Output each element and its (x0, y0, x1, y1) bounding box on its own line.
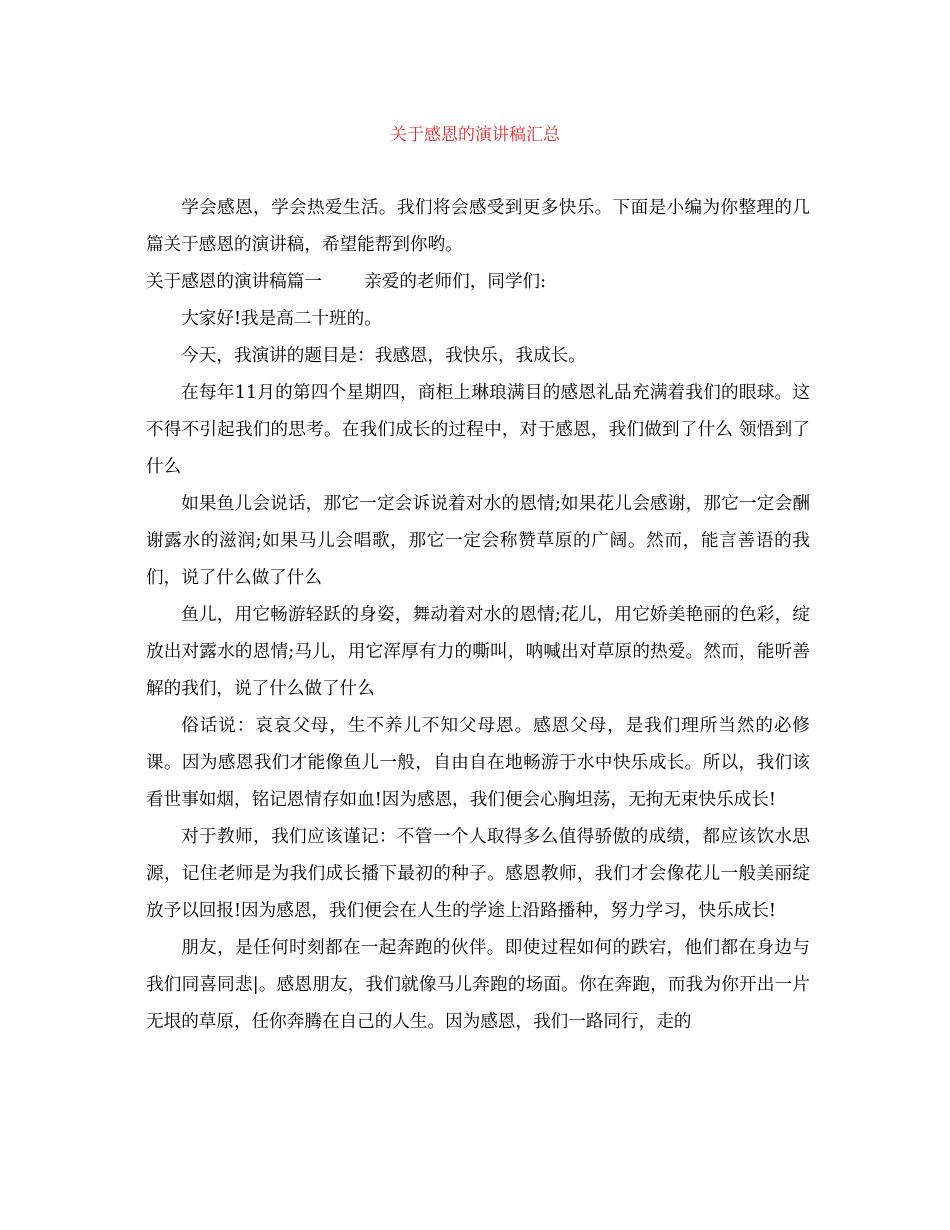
body-paragraph: 在每年11月的第四个星期四，商柜上琳琅满目的感恩礼品充满着我们的眼球。这不得不引起我们的思考。在我们成长的过程中，对于感恩，我们做到了什么 领悟到了什么 (146, 383, 810, 477)
body-paragraph: 今天，我演讲的题目是：我感恩，我快乐，我成长。 (181, 346, 586, 366)
document-body (146, 190, 810, 1041)
body-paragraph: 如果鱼儿会说话，那它一定会诉说着对水的恩情;如果花儿会感谢，那它一定会酬谢露水的滋润;如果马儿会唱歌，那它一定会称赞草原的广阔。然而，能言善语的我们，说了什么做了什么 (146, 494, 810, 588)
body-paragraph: 鱼儿，用它畅游轻跃的身姿，舞动着对水的恩情;花儿，用它娇美艳丽的色彩，绽放出对露水的恩情;马儿，用它浑厚有力的嘶叫，呐喊出对草原的热爱。然而，能听善解的我们，说了什么做了什么 (146, 605, 810, 699)
greeting: 亲爱的老师们，同学们: (364, 272, 547, 292)
intro-paragraph: 学会感恩，学会热爱生活。我们将会感受到更多快乐。下面是小编为你整理的几篇关于感恩的演讲稿，希望能帮到你哟。 (146, 198, 810, 255)
body-paragraph: 大家好!我是高二十班的。 (181, 309, 382, 329)
body-paragraph: 俗话说：哀哀父母，生不养儿不知父母恩。感恩父母，是我们理所当然的必修课。因为感恩我们才能像鱼儿一般，自由自在地畅游于水中快乐成长。所以，我们该看世事如烟，铭记恩情存如血!因为感恩，我们便会心胸坦荡，无拘无束快乐成长! (146, 716, 810, 810)
body-paragraph: 对于教师，我们应该谨记：不管一个人取得多么值得骄傲的成绩，都应该饮水思源，记住老师是为我们成长播下最初的种子。感恩教师，我们才会像花儿一般美丽绽放予以回报!因为感恩，我们便会在人生的学途上沿路播种，努力学习，快乐成长! (146, 827, 810, 921)
section-heading-line (146, 264, 810, 301)
body-paragraph: 朋友，是任何时刻都在一起奔跑的伙伴。即使过程如何的跌宕，他们都在身边与我们同喜同悲|。感恩朋友，我们就像马儿奔跑的场面。你在奔跑，而我为你开出一片无垠的草原，任你奔腾在自己的人生。因为感恩，我们一路同行，走的 (146, 938, 810, 1032)
document-title: 关于感恩的演讲稿汇总 (390, 125, 560, 145)
section-heading: 关于感恩的演讲稿篇一 (146, 272, 322, 292)
